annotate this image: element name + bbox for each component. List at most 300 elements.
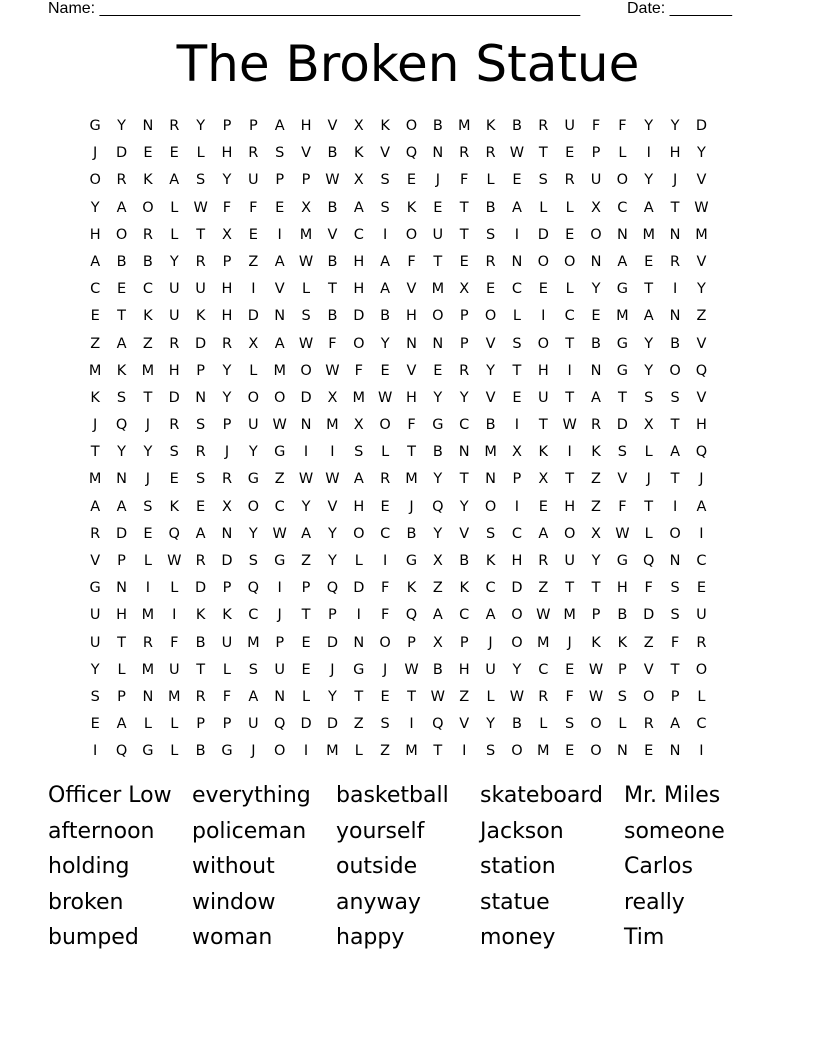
grid-letter: V	[327, 118, 338, 134]
grid-letter: X	[353, 172, 364, 189]
grid-letter: E	[644, 743, 654, 760]
grid-letter: J	[93, 417, 98, 434]
grid-letter: F	[380, 580, 390, 597]
grid-letter: S	[380, 199, 390, 216]
grid-letter: J	[646, 471, 651, 488]
grid-row	[82, 276, 715, 303]
grid-letter: O	[379, 417, 391, 434]
grid-letter: L	[539, 199, 548, 216]
grid-letter: P	[670, 688, 680, 705]
grid-letter: X	[591, 525, 601, 542]
grid-letter: A	[116, 716, 127, 733]
grid-letter: F	[407, 417, 416, 434]
grid-letter: A	[353, 471, 364, 488]
grid-letter: I	[251, 281, 256, 298]
grid-letter: H	[89, 226, 101, 243]
grid-letter: X	[301, 199, 312, 216]
grid-letter: C	[380, 525, 391, 542]
grid-letter: W	[325, 172, 340, 189]
grid-letter: G	[142, 743, 154, 760]
grid-letter: W	[298, 471, 314, 488]
grid-letter: A	[617, 253, 628, 270]
grid-row	[82, 303, 715, 330]
grid-letter: B	[617, 607, 628, 624]
grid-letter: A	[169, 172, 180, 189]
grid-letter: K	[485, 118, 496, 134]
grid-letter: K	[617, 634, 628, 651]
grid-letter: F	[222, 199, 232, 216]
grid-letter: C	[459, 607, 470, 624]
grid-letter: B	[432, 444, 443, 461]
grid-letter: E	[538, 498, 548, 515]
grid-letter: O	[273, 743, 286, 760]
grid-letter: E	[406, 172, 417, 189]
grid-letter: H	[406, 308, 417, 325]
grid-letter: M	[141, 607, 155, 624]
grid-letter: S	[248, 661, 258, 678]
grid-letter: Q	[326, 580, 339, 597]
letter-grid	[82, 113, 715, 766]
grid-letter: O	[695, 661, 708, 678]
grid-letter: L	[697, 688, 706, 705]
grid-letter: W	[404, 661, 419, 678]
grid-letter: L	[143, 553, 152, 569]
grid-letter: T	[407, 688, 416, 705]
grid-letter: A	[195, 525, 206, 542]
grid-letter: N	[511, 253, 523, 270]
grid-letter: N	[274, 688, 286, 705]
grid-letter: O	[563, 253, 576, 270]
grid-letter: T	[117, 634, 126, 651]
grid-letter: N	[116, 580, 127, 597]
grid-letter: K	[116, 362, 127, 379]
grid-letter: L	[618, 716, 627, 733]
grid-letter: E	[380, 688, 390, 705]
grid-letter: S	[538, 172, 548, 189]
grid-letter: A	[643, 308, 654, 325]
grid-letter: B	[327, 308, 338, 325]
grid-letter: E	[644, 253, 654, 270]
grid-letter: I	[277, 580, 282, 597]
grid-letter: J	[224, 444, 230, 461]
grid-letter: A	[485, 607, 496, 624]
grid-letter: L	[354, 553, 363, 569]
grid-letter: H	[458, 661, 470, 678]
grid-letter: S	[196, 172, 206, 189]
grid-letter: X	[511, 444, 522, 461]
grid-letter: Z	[538, 580, 549, 597]
grid-letter: W	[377, 389, 393, 406]
grid-letter: R	[142, 634, 153, 651]
grid-letter: O	[405, 118, 418, 134]
grid-letter: K	[485, 553, 496, 569]
grid-letter: P	[222, 253, 232, 270]
word-bank-item: window	[192, 889, 276, 915]
grid-letter: S	[143, 498, 153, 515]
grid-letter: T	[407, 444, 416, 461]
grid-letter: Z	[301, 553, 312, 569]
grid-letter: U	[168, 308, 180, 325]
grid-letter: A	[643, 199, 654, 216]
grid-letter: L	[196, 145, 205, 162]
grid-letter: T	[538, 417, 548, 434]
grid-letter: P	[459, 634, 469, 651]
grid-row	[82, 113, 715, 140]
grid-letter: S	[485, 525, 496, 542]
grid-letter: M	[88, 471, 102, 488]
grid-letter: U	[221, 634, 233, 651]
grid-letter: V	[485, 389, 496, 406]
grid-letter: T	[143, 389, 153, 406]
grid-letter: O	[247, 389, 260, 406]
grid-letter: S	[196, 417, 206, 434]
grid-letter: V	[274, 281, 285, 298]
grid-letter: D	[115, 145, 128, 162]
grid-letter: I	[330, 444, 335, 461]
word-bank-item: afternoon	[48, 818, 155, 844]
grid-letter: Y	[486, 716, 495, 733]
grid-letter: B	[432, 118, 443, 134]
grid-letter: A	[274, 335, 285, 352]
grid-letter: I	[567, 444, 572, 461]
grid-letter: Y	[301, 498, 311, 515]
grid-letter: H	[300, 118, 312, 134]
grid-letter: A	[353, 199, 364, 216]
grid-letter: Y	[327, 553, 337, 569]
grid-letter: K	[380, 118, 390, 134]
grid-letter: S	[670, 607, 680, 624]
grid-letter: O	[590, 743, 602, 760]
grid-letter: K	[406, 199, 417, 216]
grid-letter: C	[538, 661, 549, 678]
grid-letter: H	[353, 498, 365, 515]
grid-letter: N	[195, 389, 207, 406]
grid-letter: I	[356, 607, 361, 624]
grid-letter: O	[484, 498, 497, 515]
grid-letter: L	[565, 199, 574, 216]
grid-letter: G	[247, 471, 259, 488]
grid-letter: Q	[695, 362, 708, 379]
grid-letter: E	[565, 743, 575, 760]
grid-letter: F	[407, 253, 416, 270]
grid-letter: R	[169, 417, 180, 434]
grid-letter: Y	[433, 525, 443, 542]
grid-letter: K	[143, 172, 153, 189]
grid-letter: W	[298, 253, 314, 270]
grid-letter: Z	[380, 743, 391, 760]
grid-letter: E	[591, 308, 601, 325]
grid-letter: P	[617, 661, 627, 678]
grid-letter: U	[564, 553, 575, 569]
word-bank-item: basketball	[336, 783, 449, 808]
grid-letter: G	[616, 335, 628, 352]
grid-letter: C	[142, 281, 153, 298]
grid-letter: F	[328, 335, 337, 352]
grid-letter: M	[405, 471, 418, 488]
grid-letter: S	[90, 688, 100, 705]
grid-letter: B	[459, 553, 470, 569]
grid-letter: B	[406, 525, 417, 542]
grid-letter: F	[591, 118, 601, 134]
grid-letter: S	[617, 688, 627, 705]
grid-letter: Y	[591, 553, 601, 569]
grid-letter: O	[300, 362, 312, 379]
grid-letter: M	[141, 362, 155, 379]
grid-letter: L	[222, 661, 232, 678]
grid-letter: N	[669, 226, 681, 243]
grid-letter: T	[327, 281, 337, 298]
grid-letter: O	[432, 308, 444, 325]
grid-letter: W	[167, 553, 182, 569]
grid-letter: H	[221, 145, 233, 162]
grid-letter: Y	[644, 362, 654, 379]
word-row	[48, 778, 788, 814]
grid-letter: L	[565, 281, 574, 298]
grid-letter: M	[405, 743, 418, 760]
grid-letter: R	[221, 335, 233, 352]
word-bank-item: policeman	[192, 818, 307, 844]
grid-letter: Y	[644, 172, 654, 189]
word-bank-item: woman	[192, 925, 273, 951]
grid-letter: I	[567, 362, 572, 379]
grid-letter: X	[459, 281, 470, 298]
grid-letter: K	[169, 498, 180, 515]
grid-letter: O	[669, 525, 681, 542]
grid-letter: O	[353, 525, 365, 542]
grid-letter: D	[695, 118, 708, 134]
grid-letter: A	[696, 498, 707, 515]
grid-letter: J	[567, 634, 572, 651]
grid-letter: S	[670, 580, 680, 597]
grid-letter: L	[117, 661, 126, 678]
grid-letter: F	[222, 688, 232, 705]
word-bank-item: Jackson	[480, 818, 564, 844]
grid-letter: Y	[222, 172, 232, 189]
grid-letter: U	[89, 607, 101, 624]
grid-letter: W	[694, 199, 709, 216]
grid-letter: S	[485, 743, 496, 760]
grid-letter: F	[644, 580, 653, 597]
grid-letter: W	[615, 525, 630, 542]
grid-letter: M	[247, 634, 260, 651]
grid-letter: E	[275, 199, 285, 216]
grid-letter: K	[195, 607, 206, 624]
grid-letter: Y	[248, 525, 258, 542]
grid-letter: P	[248, 118, 258, 134]
word-bank-item: outside	[336, 854, 418, 880]
grid-letter: B	[380, 308, 391, 325]
grid-letter: Y	[222, 389, 232, 406]
grid-letter: Z	[459, 688, 470, 705]
grid-letter: M	[642, 226, 655, 243]
grid-letter: P	[196, 362, 205, 379]
word-bank-item: Carlos	[624, 854, 693, 880]
word-bank-item: Officer Low	[48, 783, 172, 808]
word-row	[48, 885, 788, 921]
grid-letter: Z	[90, 335, 101, 352]
grid-letter: F	[565, 688, 574, 705]
grid-letter: R	[670, 253, 681, 270]
grid-letter: I	[514, 226, 520, 243]
grid-letter: E	[433, 362, 443, 379]
grid-letter: J	[145, 471, 151, 488]
grid-row	[82, 684, 715, 711]
grid-letter: M	[168, 688, 181, 705]
grid-letter: U	[248, 716, 259, 733]
word-bank-item: skateboard	[480, 783, 603, 808]
grid-letter: M	[457, 118, 471, 134]
word-bank-item: everything	[192, 783, 311, 808]
grid-letter: I	[672, 281, 678, 298]
grid-letter: H	[353, 253, 365, 270]
grid-letter: P	[407, 634, 416, 651]
grid-letter: Y	[327, 525, 337, 542]
grid-letter: L	[170, 743, 179, 760]
word-row	[48, 814, 788, 850]
grid-letter: Z	[696, 308, 707, 325]
grid-letter: W	[562, 417, 577, 434]
grid-letter: U	[590, 172, 602, 189]
grid-letter: V	[485, 335, 496, 352]
grid-letter: J	[382, 661, 388, 678]
grid-letter: Z	[643, 634, 654, 651]
grid-letter: V	[459, 716, 470, 733]
grid-letter: N	[432, 335, 444, 352]
grid-letter: Q	[115, 417, 128, 434]
grid-letter: V	[380, 145, 391, 162]
grid-letter: P	[459, 335, 469, 352]
grid-letter: M	[616, 308, 629, 325]
grid-letter: Z	[274, 471, 285, 488]
grid-letter: B	[591, 335, 601, 352]
grid-letter: U	[168, 281, 180, 298]
grid-letter: Y	[697, 281, 706, 298]
grid-letter: Y	[512, 661, 522, 678]
grid-letter: T	[196, 661, 206, 678]
grid-letter: G	[274, 553, 286, 569]
grid-letter: A	[248, 688, 259, 705]
grid-letter: R	[169, 335, 180, 352]
grid-letter: A	[301, 525, 312, 542]
grid-letter: N	[669, 553, 681, 569]
grid-letter: L	[512, 308, 521, 325]
grid-letter: T	[354, 688, 364, 705]
grid-letter: L	[170, 580, 179, 597]
grid-letter: R	[485, 145, 496, 162]
grid-row	[82, 195, 715, 222]
grid-letter: Z	[142, 335, 153, 352]
grid-letter: M	[88, 362, 102, 379]
grid-letter: U	[89, 634, 101, 651]
grid-letter: Y	[591, 281, 601, 298]
grid-row	[82, 548, 715, 575]
grid-letter: T	[617, 389, 627, 406]
grid-letter: G	[405, 553, 418, 569]
grid-letter: J	[93, 145, 98, 162]
grid-letter: M	[431, 281, 445, 298]
grid-letter: V	[327, 226, 338, 243]
grid-letter: V	[696, 389, 707, 406]
grid-letter: X	[353, 417, 364, 434]
grid-letter: G	[274, 444, 286, 461]
grid-letter: I	[382, 226, 388, 243]
grid-letter: S	[116, 389, 127, 406]
grid-letter: O	[142, 199, 154, 216]
grid-letter: B	[432, 661, 443, 678]
grid-row	[82, 575, 715, 602]
grid-letter: O	[616, 172, 629, 189]
grid-letter: Q	[643, 553, 655, 569]
grid-row	[82, 140, 715, 167]
grid-letter: I	[172, 607, 177, 624]
grid-letter: D	[326, 716, 338, 733]
grid-letter: A	[274, 118, 285, 134]
grid-letter: E	[565, 145, 575, 162]
grid-row	[82, 222, 715, 249]
grid-letter: M	[563, 607, 576, 624]
grid-letter: E	[169, 145, 179, 162]
grid-letter: Z	[248, 253, 259, 270]
grid-letter: L	[302, 688, 311, 705]
grid-letter: L	[486, 172, 495, 189]
grid-letter: A	[670, 716, 681, 733]
grid-letter: I	[277, 226, 282, 243]
grid-letter: N	[590, 253, 602, 270]
grid-letter: F	[618, 498, 627, 515]
grid-letter: E	[380, 498, 390, 515]
grid-letter: L	[249, 362, 258, 379]
grid-letter: F	[354, 362, 363, 379]
grid-letter: X	[327, 389, 338, 406]
grid-row	[82, 439, 715, 466]
word-bank-item: broken	[48, 889, 124, 915]
grid-letter: N	[616, 743, 628, 760]
grid-letter: E	[143, 145, 153, 162]
grid-letter: O	[590, 226, 602, 243]
grid-letter: N	[616, 226, 628, 243]
grid-letter: O	[89, 172, 101, 189]
grid-letter: R	[116, 172, 127, 189]
grid-letter: P	[591, 607, 601, 624]
grid-letter: J	[277, 607, 282, 624]
grid-letter: X	[432, 553, 443, 569]
grid-letter: R	[142, 226, 153, 243]
grid-letter: D	[643, 607, 655, 624]
grid-letter: I	[409, 716, 414, 733]
grid-letter: E	[538, 281, 548, 298]
grid-letter: I	[462, 743, 467, 760]
grid-letter: O	[669, 362, 681, 379]
grid-letter: O	[511, 743, 523, 760]
grid-letter: R	[248, 145, 259, 162]
grid-letter: R	[380, 471, 391, 488]
grid-letter: I	[382, 553, 388, 569]
grid-letter: R	[459, 362, 470, 379]
grid-letter: C	[564, 308, 575, 325]
grid-letter: R	[643, 716, 654, 733]
grid-letter: S	[301, 308, 311, 325]
grid-letter: C	[696, 553, 707, 569]
word-bank-item: really	[624, 889, 685, 915]
grid-letter: I	[303, 444, 309, 461]
grid-letter: P	[459, 308, 469, 325]
grid-letter: P	[512, 471, 522, 488]
grid-letter: A	[670, 444, 681, 461]
grid-letter: K	[354, 145, 364, 162]
grid-letter: T	[644, 281, 654, 298]
grid-letter: Q	[273, 716, 286, 733]
grid-letter: G	[89, 118, 101, 134]
